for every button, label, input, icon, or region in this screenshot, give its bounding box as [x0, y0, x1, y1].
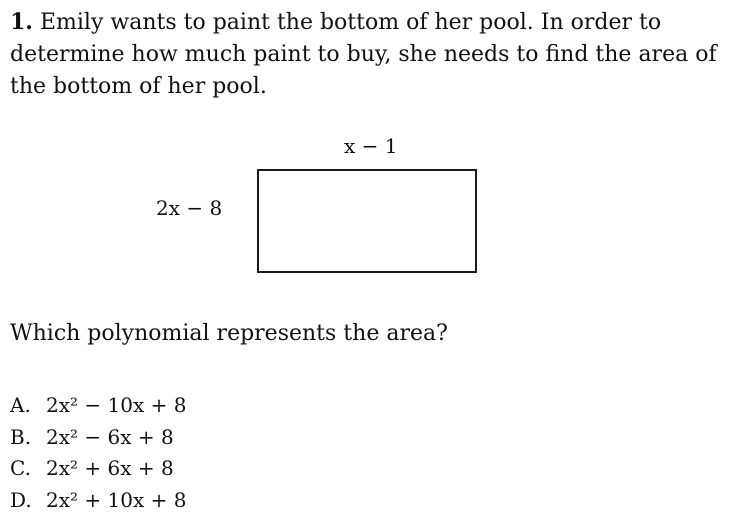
choice-d[interactable] [10, 485, 186, 517]
choice-expression: 2x² + 10x + 8 [46, 487, 187, 512]
rectangle-height-label: 2x − 8 [156, 196, 223, 220]
choice-a[interactable] [10, 390, 186, 422]
pool-rectangle [257, 169, 477, 273]
rectangle-width-label: x − 1 [344, 134, 398, 158]
choice-letter: B. [10, 424, 32, 449]
answer-choices [10, 390, 186, 516]
problem-text: Emily wants to paint the bottom of her pool. In order to determine how much paint to buy, she needs to find the area of the bottom of her pool. [10, 10, 717, 99]
problem-statement [10, 6, 742, 103]
problem-number: 1. [10, 9, 33, 35]
choice-letter: A. [10, 393, 31, 417]
choice-c[interactable] [10, 453, 186, 485]
choice-letter: C. [10, 456, 31, 480]
choice-expression: 2x² − 6x + 8 [46, 424, 174, 449]
question-text: Which polynomial represents the area? [10, 321, 448, 346]
choice-b[interactable] [10, 422, 186, 454]
choice-letter: D. [10, 487, 32, 512]
choice-expression: 2x² + 6x + 8 [46, 456, 174, 480]
choice-expression: 2x² − 10x + 8 [46, 393, 187, 417]
